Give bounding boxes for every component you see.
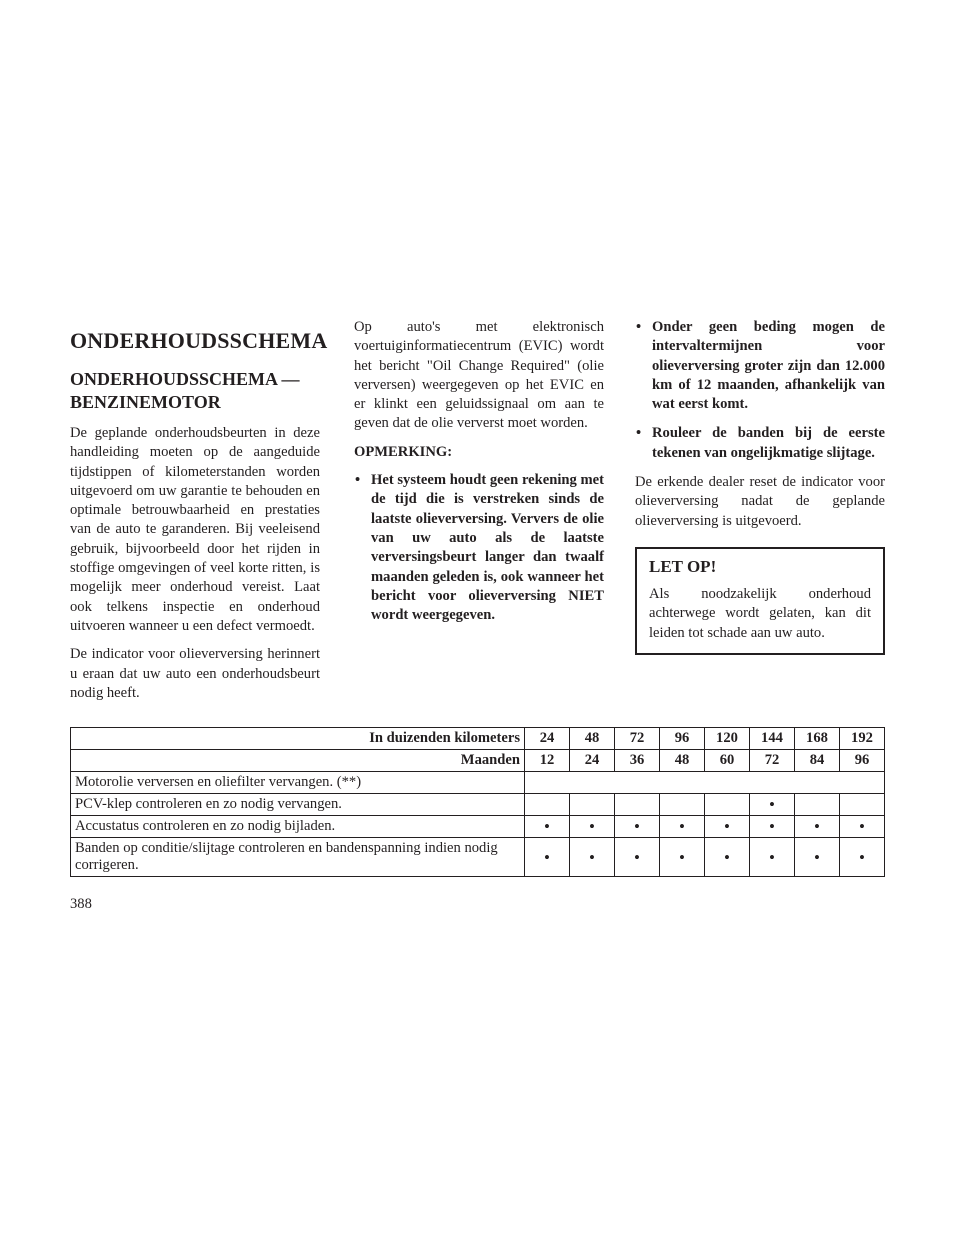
table-row [71, 838, 885, 877]
bullet-icon: • [636, 319, 642, 335]
mark-cell: • [660, 816, 705, 838]
km-cell: 144 [750, 728, 795, 750]
mark-cell: • [840, 838, 885, 877]
caution-text: Als noodzakelijk onderhoud achterwege wordt gelaten, kan dit leiden tot schade aan uw auto. [649, 585, 871, 641]
rotate-bullet-text: Rouleer de banden bij de eerste tekenen van ongelijkmatige slijtage. [652, 425, 885, 461]
caution-box [635, 547, 885, 655]
table-row [71, 794, 885, 816]
maintenance-table [70, 727, 885, 877]
interval-list [635, 318, 885, 463]
mark-cell [570, 794, 615, 816]
km-header-label: In duizenden kilometers [71, 728, 525, 750]
note-list [354, 471, 604, 625]
mark-cell: • [705, 838, 750, 877]
interval-bullet-text: Onder geen beding mogen de intervaltermijnen voor olieverversing groter zijn dan 12.000 km of 12 maanden, afhankelijk van wat eerst komt. [652, 319, 885, 413]
table-row [71, 816, 885, 838]
table-row [71, 772, 885, 794]
mark-cell: • [570, 816, 615, 838]
mark-cell: • [525, 816, 570, 838]
month-cell: 24 [570, 750, 615, 772]
mark-cell [705, 794, 750, 816]
mark-cell [840, 794, 885, 816]
task-cell: PCV-klep controleren en zo nodig vervangen. [71, 794, 525, 816]
mark-cell: • [615, 838, 660, 877]
note-label: OPMERKING: [354, 443, 453, 460]
km-cell: 168 [795, 728, 840, 750]
intro-paragraph: De geplande onderhoudsbeurten in deze handleiding moeten op de aangeduide tijdstippen of kilometerstanden worden uitgevoerd om uw garantie te behouden en optimale betrouwbaarheid en prestaties van de auto te garanderen. Bij veeleisend gebruik, bijvoorbeeld door het rijden in stoffige omgevingen of veel korte ritten, is mogelijk meer onderhoud vereist. Laat ook telkens inspectie en onderhoud uitvoeren wanneer u een defect vermoedt. [70, 425, 320, 634]
mark-cell: • [660, 838, 705, 877]
mark-cell: • [750, 838, 795, 877]
mark-cell: • [795, 838, 840, 877]
mark-cell-merged [525, 772, 885, 794]
mark-cell [660, 794, 705, 816]
task-cell: Accustatus controleren en zo nodig bijladen. [71, 816, 525, 838]
mark-cell: • [570, 838, 615, 877]
mark-cell [795, 794, 840, 816]
bullet-icon: • [355, 472, 361, 489]
mark-cell: • [615, 816, 660, 838]
evic-paragraph: Op auto's met elektronisch voertuiginformatiecentrum (EVIC) wordt het bericht "Oil Change Required" (olie verversen) weergegeven op het EVIC en er klinkt een geluidssignaal om aan te geven dat de olie ververst moet worden. [354, 319, 604, 432]
column-1 [70, 318, 328, 712]
task-cell: Banden op conditie/slijtage controleren en bandenspanning indien nodig corrigeren. [71, 838, 525, 877]
note-bullet-text: Het systeem houdt geen rekening met de tijd die is verstreken sinds de laatste olieverversing. Ververs de olie van uw auto als de laatste verversingsbeurt langer dan twaalf maanden geleden is, ook wanneer het bericht voor olieverversing NIET wordt weergegeven. [371, 472, 604, 624]
mark-cell: • [750, 816, 795, 838]
column-2 [354, 318, 604, 635]
month-cell: 96 [840, 750, 885, 772]
month-cell: 84 [795, 750, 840, 772]
subsection-heading: ONDERHOUDSSCHEMA — BENZINEMOTOR [70, 369, 300, 412]
column-3 [635, 318, 885, 655]
months-header-row [71, 750, 885, 772]
section-heading: ONDERHOUDSSCHEMA [70, 328, 328, 353]
rotate-bullet [635, 424, 885, 463]
task-cell: Motorolie verversen en oliefilter vervangen. (**) [71, 772, 525, 794]
month-cell: 48 [660, 750, 705, 772]
indicator-paragraph: De indicator voor olieverversing herinnert u eraan dat uw auto een onderhoudsbeurt nodig heeft. [70, 646, 320, 701]
month-cell: 12 [525, 750, 570, 772]
km-header-row [71, 728, 885, 750]
dealer-paragraph: De erkende dealer reset de indicator voor olieverversing nadat de geplande olieverversing is uitgevoerd. [635, 474, 885, 529]
mark-cell: • [525, 838, 570, 877]
mark-cell [615, 794, 660, 816]
km-cell: 120 [705, 728, 750, 750]
mark-cell: • [705, 816, 750, 838]
bullet-icon: • [636, 425, 642, 442]
interval-bullet [635, 318, 885, 414]
mark-cell: • [840, 816, 885, 838]
mark-cell: • [750, 794, 795, 816]
km-cell: 72 [615, 728, 660, 750]
note-bullet [354, 471, 604, 625]
mark-cell [525, 794, 570, 816]
caution-title: LET OP! [649, 556, 717, 576]
month-cell: 36 [615, 750, 660, 772]
km-cell: 24 [525, 728, 570, 750]
months-header-label: Maanden [71, 750, 525, 772]
month-cell: 72 [750, 750, 795, 772]
mark-cell: • [795, 816, 840, 838]
km-cell: 192 [840, 728, 885, 750]
km-cell: 48 [570, 728, 615, 750]
km-cell: 96 [660, 728, 705, 750]
page-number: 388 [70, 896, 92, 912]
month-cell: 60 [705, 750, 750, 772]
